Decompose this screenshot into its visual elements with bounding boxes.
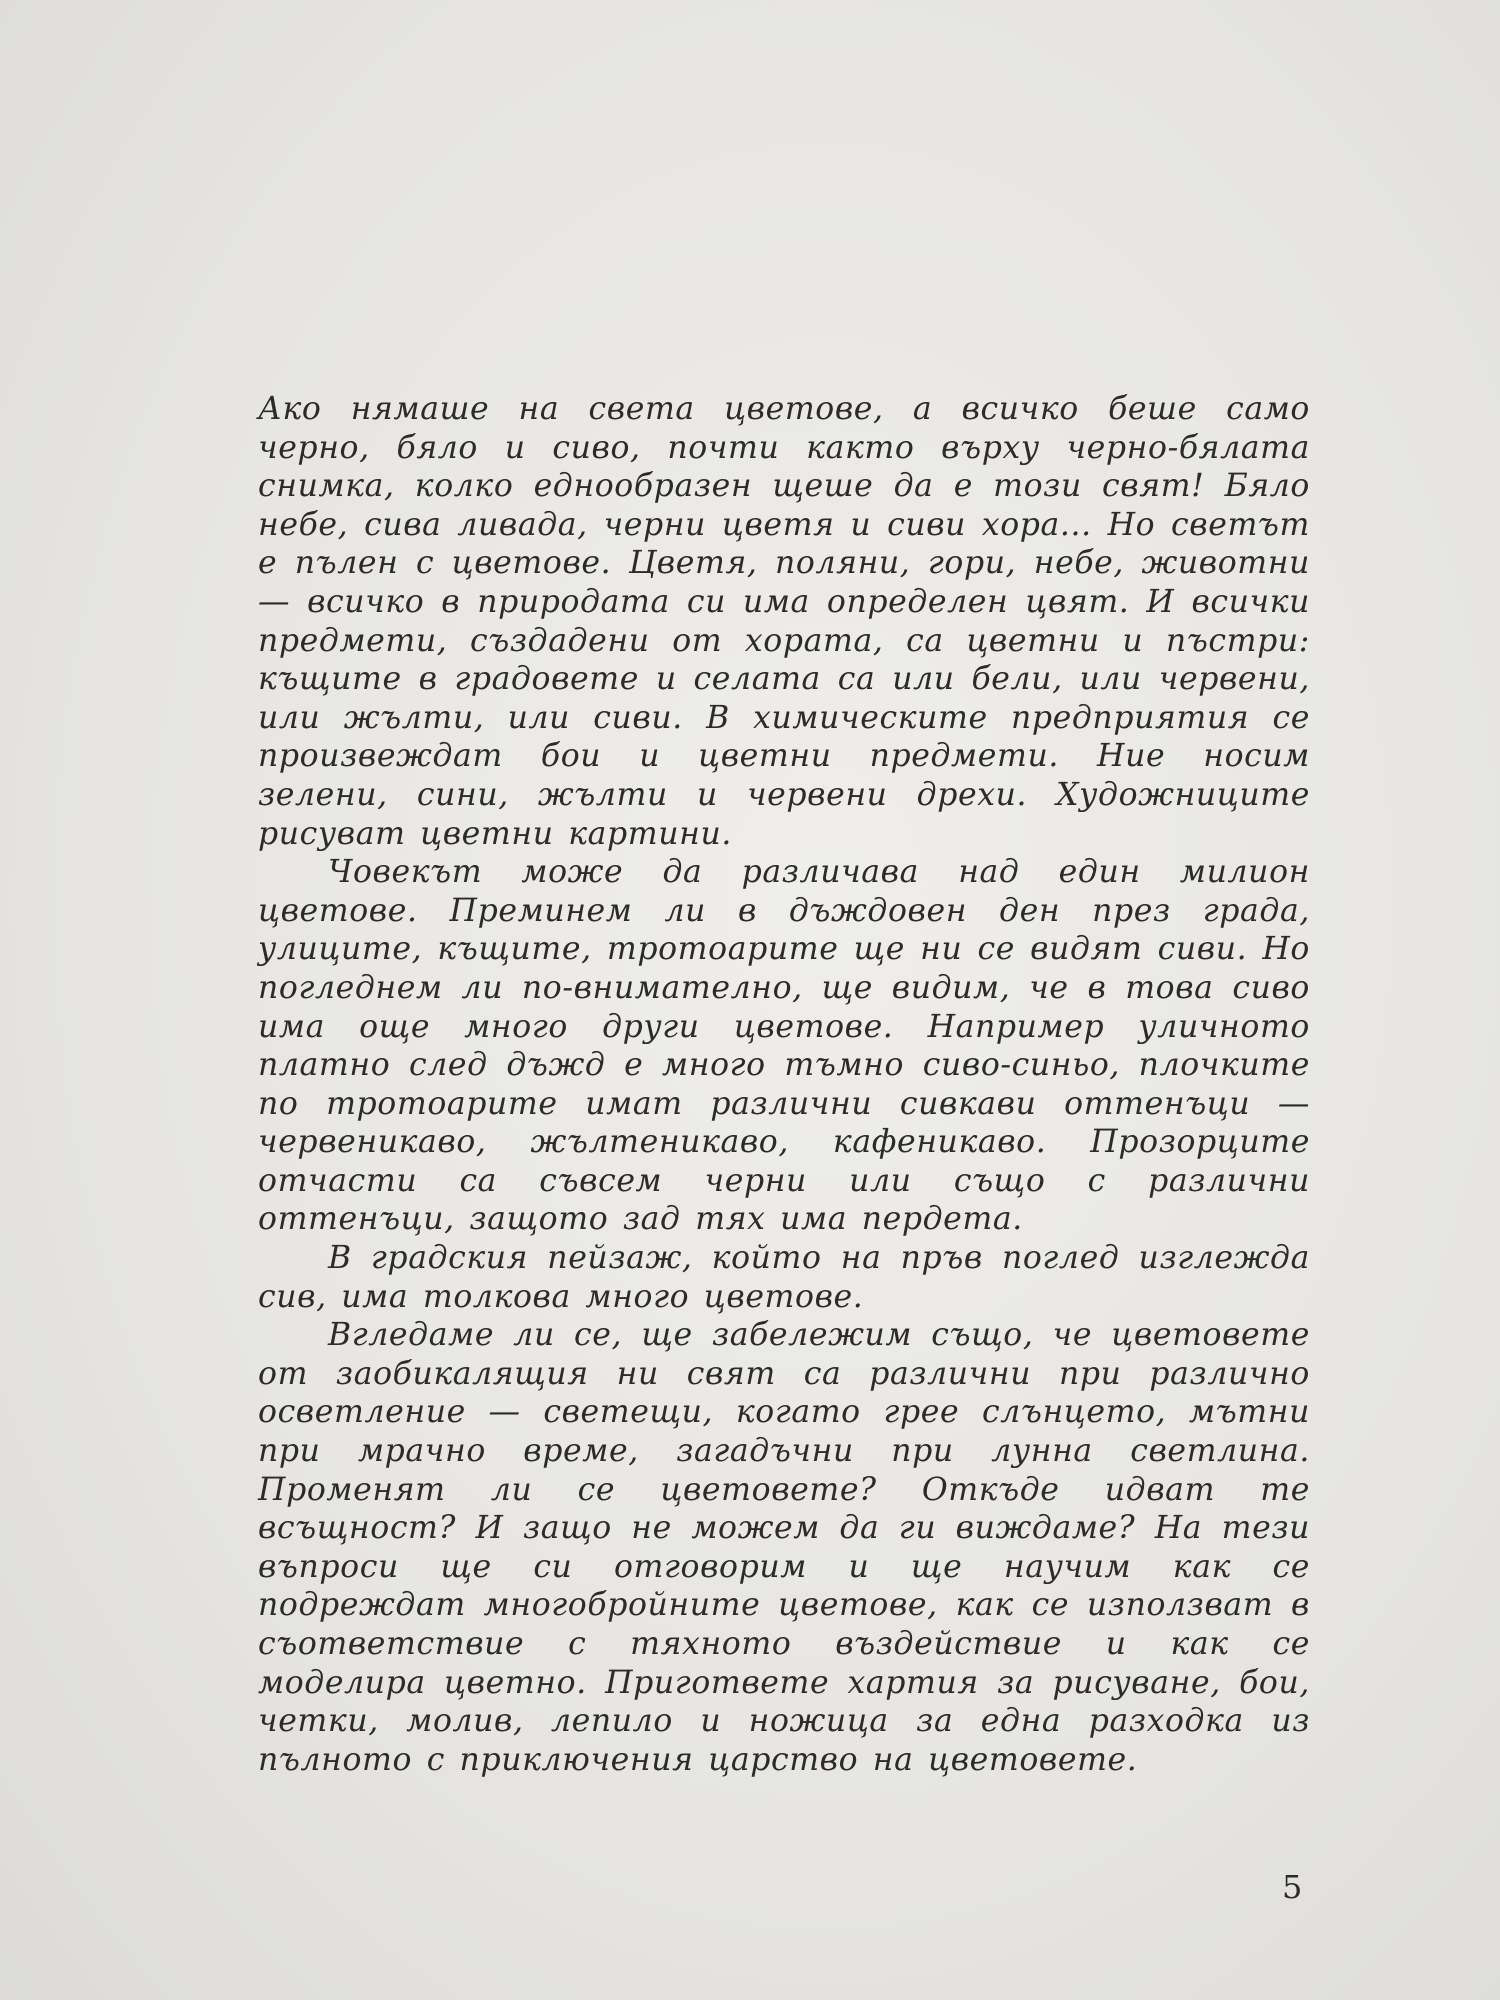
paragraph-lighting: Вгледаме ли се, ще забележим също, че цветовете от заобикалящия ни свят са различни при различно осветление — светещи, когато грее слънцето, мътни при мрачно време, загадъчни при лунна светлина. Променят ли се цветовете? Откъде идват те всъщност? И защо не можем да ги виждаме? На тези въпроси ще си отговорим и ще научим как се подреждат многобройните цветове, как се използват в съответствие с тяхното въздействие и как се моделира цветно. Пригответе хартия за рисуване, бои, четки, молив, лепило и ножица за една разходка из пълното с приключения царство на цветовете. (258, 1317, 1310, 1778)
page-number: 5 (1282, 1868, 1303, 1906)
paragraph-intro: Ако нямаше на света цветове, а всичко беше само черно, бяло и сиво, почти както върху черно-бялата снимка, колко еднообразен щеше да е този свят! Бяло небе, сива ливада, черни цветя и сиви хора... Но светът е пълен с цветове. Цветя, поляни, гори, небе, животни — всичко в природата си има определен цвят. И всички предмети, създадени от хората, са цветни и пъстри: къщите в градовете и селата са или бели, или червени, или жълти, или сиви. В химическите предприятия се произвеждат бои и цветни предмети. Ние носим зелени, сини, жълти и червени дрехи. Художниците рисуват цветни картини. (258, 391, 1310, 852)
body-text (258, 390, 1310, 1779)
paragraph-million-colors: Човекът може да различава над един милион цветове. Преминем ли в дъждовен ден през града, улиците, къщите, тротоарите ще ни се видят сиви. Но погледнем ли по-внимателно, ще видим, че в това сиво има още много други цветове. Например уличното платно след дъжд е много тъмно сиво-синьо, плочките по тротоарите имат различни сивкави оттенъци — червеникаво, жълтеникаво, кафеникаво. Прозорците отчасти са съвсем черни или също с различни оттенъци, защото зад тях има пердета. (258, 854, 1310, 1238)
paragraph-city-landscape: В градския пейзаж, който на пръв поглед изглежда сив, има толкова много цветове. (258, 1240, 1310, 1315)
